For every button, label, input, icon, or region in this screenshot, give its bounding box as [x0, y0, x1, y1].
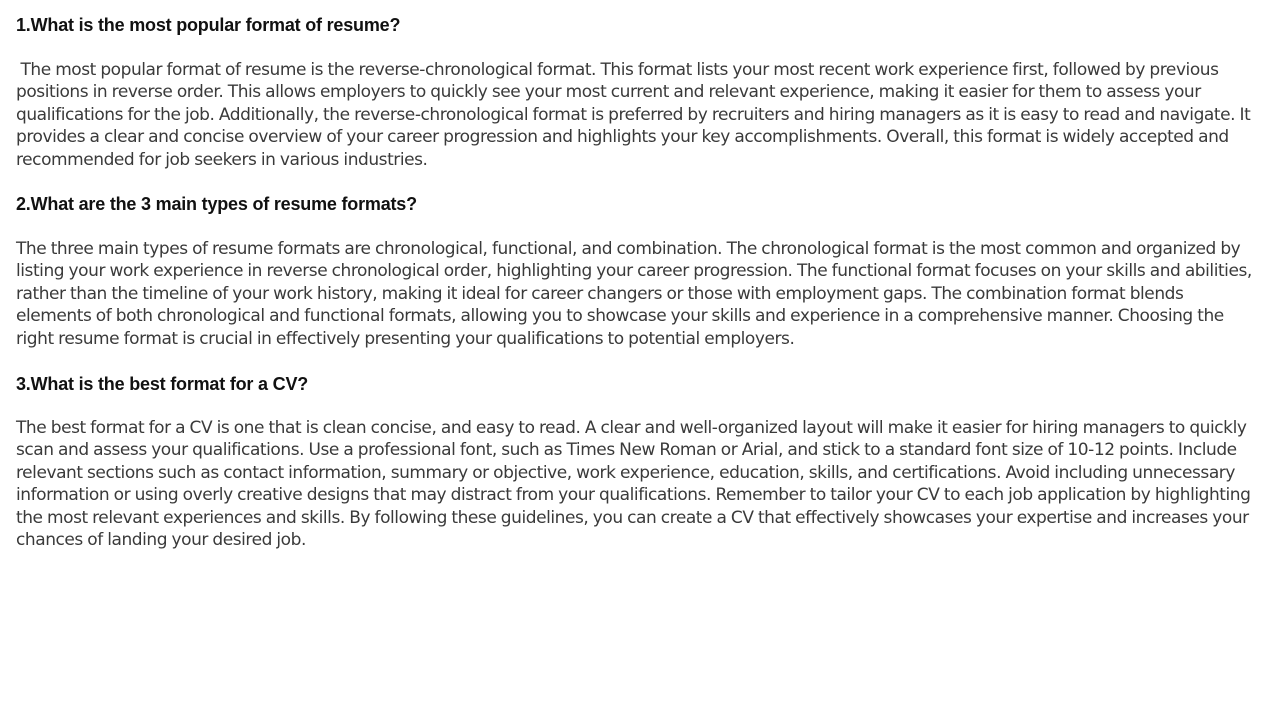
answer-paragraph: The best format for a CV is one that is clean concise, and easy to read. A clear and well-organized layout will make it easier for hiring managers to quickly scan and assess your qualifications. Use a professional font, such as Times New Roman or Arial, and stick to a standard font size of 10-12 points. Include relevant sections such as contact information, summary or objective, work experience, education, skills, and certifications. Avoid including unnecessary information or using overly creative designs that may distract from your qualifications. Remember to tailor your CV to each job application by highlighting the most relevant experiences and skills. By following these guidelines, you can create a CV that effectively showcases your expertise and increases your chances of landing your desired job.: [16, 418, 1251, 551]
question-heading: 1.What is the most popular format of resume?: [16, 15, 401, 35]
answer-paragraph: The three main types of resume formats are chronological, functional, and combination. The chronological format is the most common and organized by listing your work experience in reverse chronological order, highlighting your career progression. The functional format focuses on your skills and abilities, rather than the timeline of your work history, making it ideal for career changers or those with employment gaps. The combination format blends elements of both chronological and functional formats, allowing you to showcase your skills and experience in a comprehensive manner. Choosing the right resume format is crucial in effectively presenting your qualifications to potential employers.: [16, 239, 1252, 349]
question-heading: 3.What is the best format for a CV?: [16, 374, 309, 394]
question-heading: 2.What are the 3 main types of resume formats?: [16, 194, 417, 214]
answer-paragraph: The most popular format of resume is the reverse-chronological format. This format lists your most recent work experience first, followed by previous positions in reverse order. This allows employers to quickly see your most current and relevant experience, making it easier for them to assess your qualifications for the job. Additionally, the reverse-chronological format is preferred by recruiters and hiring managers as it is easy to read and navigate. It provides a clear and concise overview of your career progression and highlights your key accomplishments. Overall, this format is widely accepted and recommended for job seekers in various industries.: [16, 60, 1255, 170]
